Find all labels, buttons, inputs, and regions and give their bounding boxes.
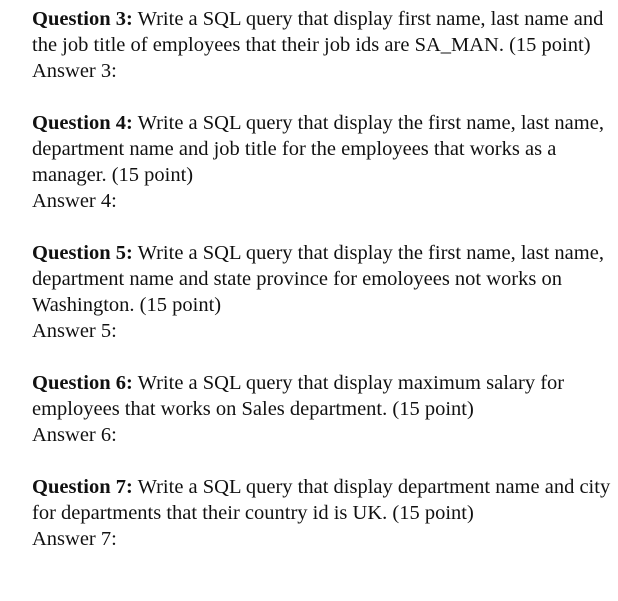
question-label-6: Question 6: <box>32 372 133 394</box>
question-label-5: Question 5: <box>32 242 133 264</box>
question-label-7: Question 7: <box>32 476 133 498</box>
question-body-6: Write a SQL query that display maximum salary for employees that works on Sales department. (15 point) <box>32 372 565 420</box>
question-block-6 <box>32 370 612 448</box>
question-block-5 <box>32 240 612 344</box>
question-document <box>32 6 612 552</box>
question-label-3: Question 3: <box>32 8 133 30</box>
answer-label-4: Answer 4: <box>32 190 117 212</box>
question-text-7 <box>32 474 612 526</box>
question-block-4 <box>32 110 612 214</box>
question-text-3 <box>32 6 612 58</box>
question-block-7 <box>32 474 612 552</box>
answer-label-7: Answer 7: <box>32 528 117 550</box>
answer-label-6: Answer 6: <box>32 424 117 446</box>
question-text-5 <box>32 240 612 318</box>
question-body-3: Write a SQL query that display first name, last name and the job title of employees that their job ids are SA_MAN. (15 point) <box>32 8 604 56</box>
answer-label-5: Answer 5: <box>32 320 117 342</box>
answer-label-3: Answer 3: <box>32 60 117 82</box>
question-text-4 <box>32 110 612 188</box>
question-label-4: Question 4: <box>32 112 133 134</box>
question-block-3 <box>32 6 612 84</box>
question-body-4: Write a SQL query that display the first name, last name, department name and job title for the employees that works as a manager. (15 point) <box>32 112 604 186</box>
question-body-5: Write a SQL query that display the first name, last name, department name and state province for emoloyees not works on Washington. (15 point) <box>32 242 604 316</box>
question-text-6 <box>32 370 612 422</box>
question-body-7: Write a SQL query that display department name and city for departments that their country id is UK. (15 point) <box>32 476 611 524</box>
